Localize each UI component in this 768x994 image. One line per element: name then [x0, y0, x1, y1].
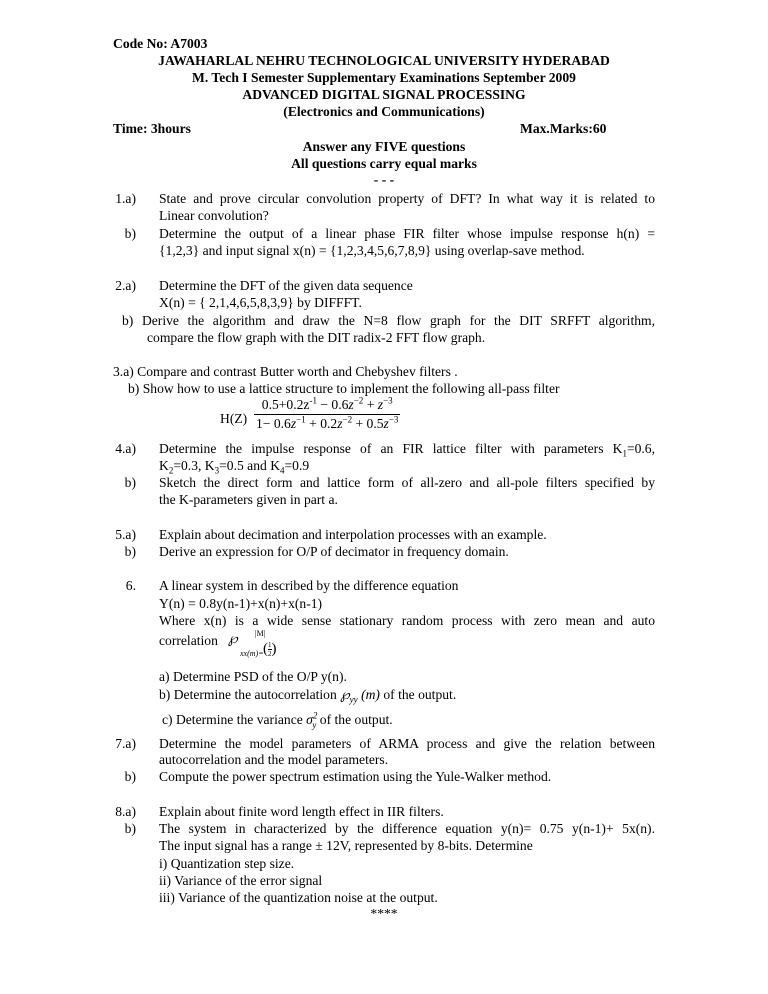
q5b-line: Derive an expression for O/P of decimator in frequency domain. — [159, 544, 509, 559]
q2a-line2: X(n) = { 2,1,4,6,5,8,3,9} by DIFFFT. — [159, 295, 362, 310]
time-label: Time: 3hours — [113, 121, 191, 136]
q1b-label: b) — [124, 226, 136, 241]
q8b-line5: iii) Variance of the quantization noise at the output. — [159, 890, 438, 905]
q1a-line1: State and prove circular convolution property of DFT? In what way it is related to — [159, 191, 655, 206]
q8b-line1: The system in characterized by the difference equation y(n)= 0.75 y(n-1)+ 5x(n). — [159, 821, 655, 836]
code-number: Code No: A7003 — [113, 36, 208, 51]
q3b-line: b) Show how to use a lattice structure to implement the following all-pass filter — [128, 381, 560, 396]
q6-sub-b-pre: b) Determine the autocorrelation — [159, 687, 337, 702]
q2a-line1: Determine the DFT of the given data sequence — [159, 278, 413, 293]
q6-sub-c — [162, 712, 393, 728]
q1b-line1: Determine the output of a linear phase FIR filter whose impulse response h(n) = — [159, 226, 655, 241]
q5a-label: 5.a) — [115, 527, 136, 542]
subject-title: ADVANCED DIGITAL SIGNAL PROCESSING — [242, 87, 526, 102]
q6-sub-b — [159, 687, 456, 703]
max-marks-label: Max.Marks:60 — [520, 121, 607, 136]
q2a-label: 2.a) — [115, 278, 136, 293]
transfer-function-label: H(Z) — [220, 411, 248, 426]
q3a-line: 3.a) Compare and contrast Butter worth and Chebyshev filters . — [113, 364, 458, 379]
q6-line3: Where x(n) is a wide sense stationary random process with zero mean and auto — [159, 613, 655, 628]
exam-title: M. Tech I Semester Supplementary Examinations September 2009 — [192, 70, 576, 85]
instruction-answer: Answer any FIVE questions — [302, 139, 466, 154]
q4b-line2: the K-parameters given in part a. — [159, 492, 338, 507]
q7a-label: 7.a) — [115, 736, 136, 751]
q4a-line1: Determine the impulse response of an FIR lattice filter with parameters $K_1=0.6$, — [159, 441, 655, 459]
university-name: JAWAHARLAL NEHRU TECHNOLOGICAL UNIVERSITY HYDERABAD — [158, 53, 610, 68]
transfer-denominator: $1- 0.6z^{-1} + 0.2z^{-2} + 0.5z^{-3}$ — [256, 414, 399, 431]
q7a-line2: autocorrelation and the model parameters. — [159, 752, 389, 767]
q6-label: 6. — [125, 578, 136, 593]
q7b-label: b) — [124, 769, 136, 784]
header-separator: - - - — [373, 172, 395, 187]
end-of-paper-stars: **** — [370, 906, 398, 921]
branch-title: (Electronics and Communications) — [283, 104, 485, 119]
q8a-label: 8.a) — [115, 804, 136, 819]
q4b-line1: Sketch the direct form and lattice form of all-zero and all-pole filters specified by — [159, 475, 655, 490]
q6-sub-b-post: of the output. — [383, 687, 457, 702]
q6-sub-c-pre: c) Determine the variance — [162, 712, 303, 727]
q6-sub-a: a) Determine PSD of the O/P y(n). — [159, 669, 347, 684]
autocorrelation-exponent: |M| — [255, 629, 266, 638]
instruction-equal-marks: All questions carry equal marks — [291, 156, 477, 171]
q6-line4: correlation — [159, 633, 218, 648]
q1a-label: 1.a) — [115, 191, 136, 206]
q6-line2: Y(n) = 0.8y(n-1)+x(n)+x(n-1) — [159, 596, 323, 611]
autocorrelation-yy-arg: (m) — [361, 687, 380, 702]
q5a-line: Explain about decimation and interpolation processes with an example. — [159, 527, 547, 542]
q8b-line4: ii) Variance of the error signal — [159, 873, 323, 888]
q2b-line2: compare the flow graph with the DIT radix-2 FFT flow graph. — [147, 330, 486, 345]
q6-sub-c-post: of the output. — [319, 712, 393, 727]
q4a-line2: $K_2=0.3$, $K_3=0.5$ and $K_4=0.9$ — [159, 458, 310, 476]
q1b-line2: {1,2,3} and input signal x(n) = {1,2,3,4,5,6,7,8,9} using overlap-save method. — [159, 243, 585, 258]
q4a-label: 4.a) — [115, 441, 136, 456]
autocorrelation-xx-subscript: xx(m)= — [240, 649, 264, 658]
q5b-label: b) — [124, 544, 136, 559]
q6-line1: A linear system in described by the difference equation — [159, 578, 459, 593]
q7a-line1: Determine the model parameters of ARMA process and give the relation between — [159, 736, 655, 751]
q8b-line2: The input signal has a range ± 12V, represented by 8-bits. Determine — [159, 838, 533, 853]
autocorrelation-yy-symbol: $℘_{yy}$ — [340, 687, 358, 705]
q8b-label: b) — [124, 821, 136, 836]
q1a-line2: Linear convolution? — [159, 208, 269, 223]
q8a-line: Explain about finite word length effect in IIR filters. — [159, 804, 444, 819]
q8b-line3: i) Quantization step size. — [159, 856, 295, 871]
transfer-numerator: $0.5+0.2z^{-1} - 0.6z^{-2} + z^{-3}$ — [261, 395, 393, 412]
transfer-function-fraction — [254, 397, 400, 432]
variance-symbol: $\sigma^2_y$ — [306, 710, 318, 730]
q7b-line: Compute the power spectrum estimation using the Yule-Walker method. — [159, 769, 552, 784]
q2b-line1: b) Derive the algorithm and draw the N=8 flow graph for the DIT SRFFT algorithm, — [122, 313, 655, 328]
fraction-bar — [254, 414, 400, 415]
half-fraction: ( $\frac{1}{2}$ ) — [263, 641, 277, 659]
q4b-label: b) — [124, 475, 136, 490]
autocorrelation-xx-symbol: ℘ — [228, 632, 238, 647]
